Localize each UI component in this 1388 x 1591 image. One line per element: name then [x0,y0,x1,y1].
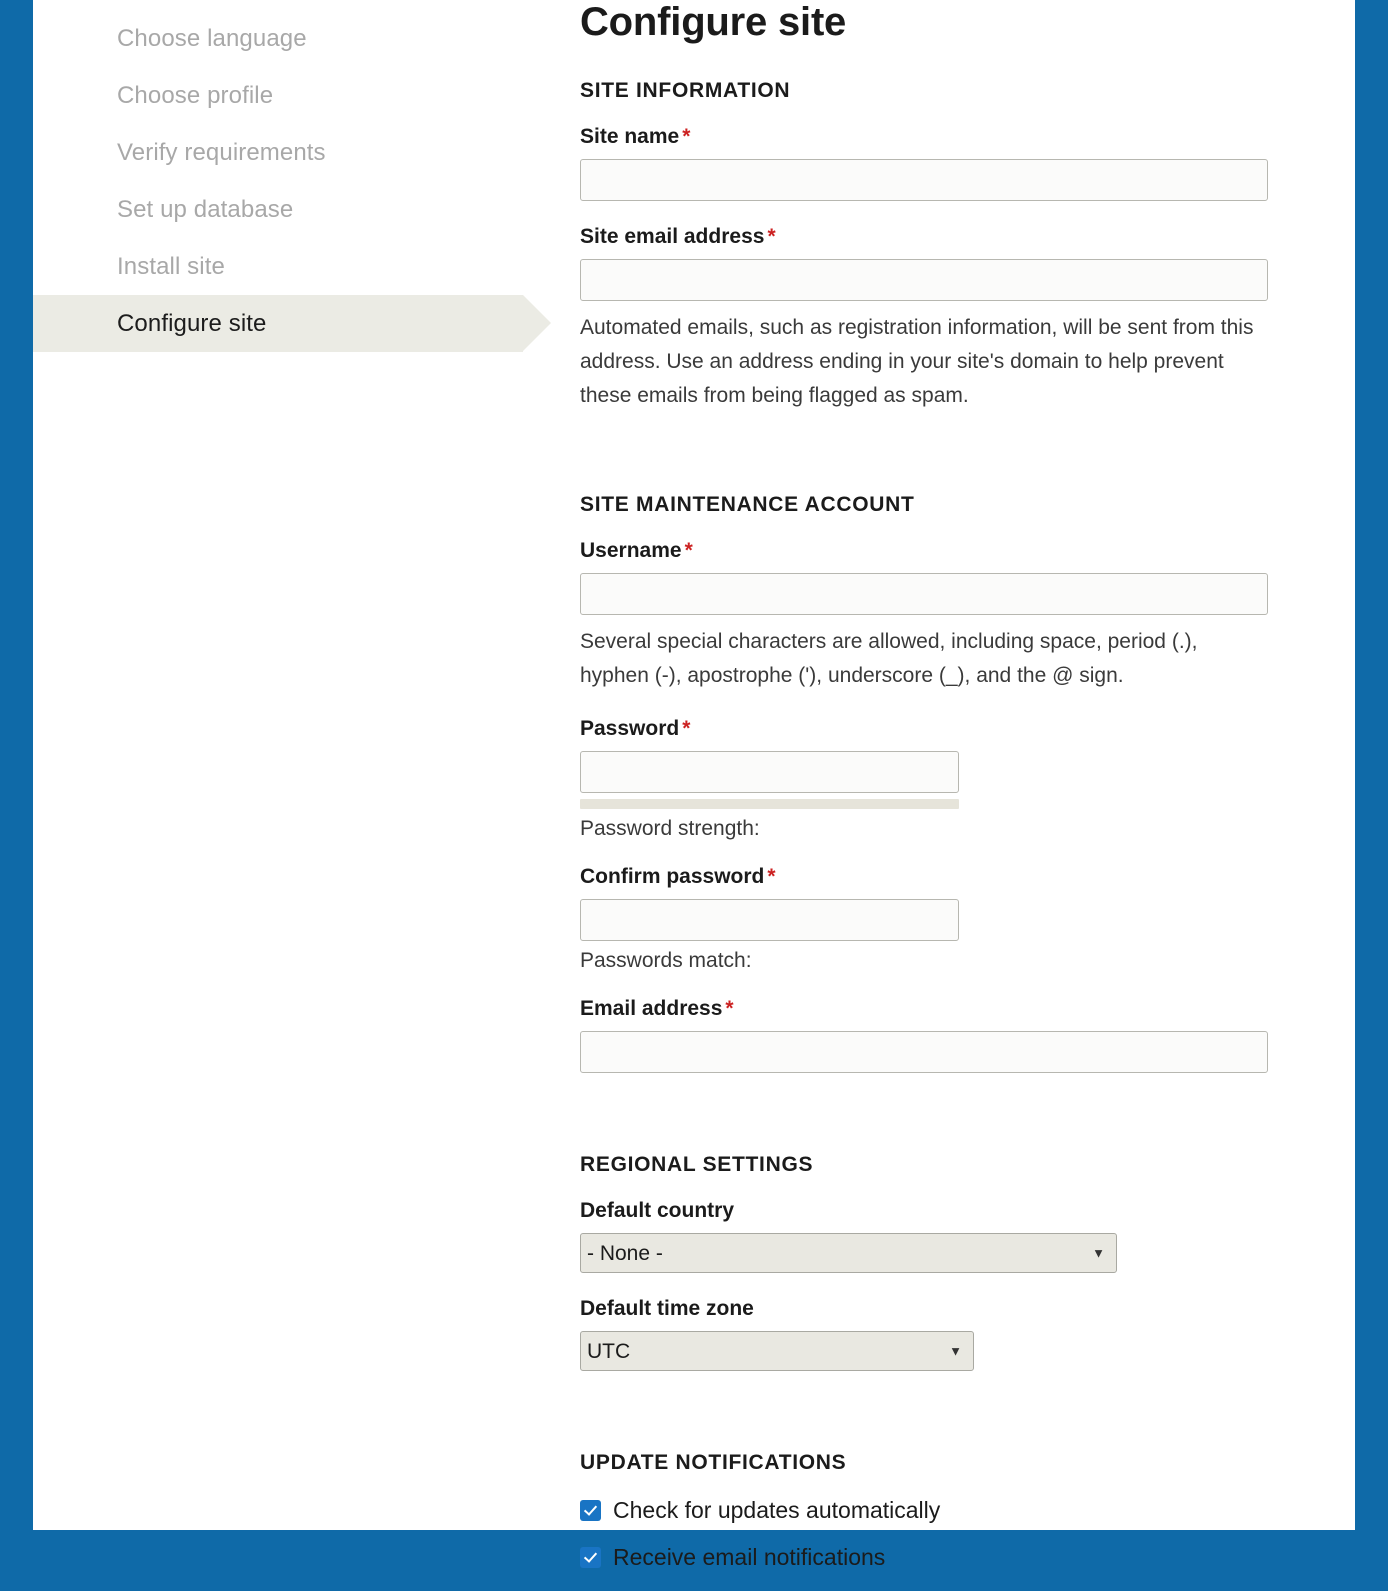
password-label [580,717,1300,741]
username-description: Several special characters are allowed, including space, period (.), hyphen (-), apostrophe ('), underscore (_), and the @ sign. [580,630,1198,687]
task-set-up-database [33,181,523,238]
username-label [580,539,1300,563]
task-label: Choose profile [117,82,274,109]
installer-task-list [33,0,523,352]
task-label: Set up database [117,196,294,223]
installer-sheet [33,0,1355,1570]
field-password [580,717,1300,841]
password-strength-meter [580,799,959,809]
field-site-name [580,125,1300,201]
check-updates-checkbox[interactable] [580,1500,601,1521]
required-indicator: * [682,125,691,148]
email-notifications-label: Receive email notifications [613,1544,886,1570]
chevron-down-icon: ▼ [949,1343,962,1359]
task-configure-site [33,295,523,352]
task-verify-requirements [33,124,523,181]
default-time-zone-select[interactable] [580,1331,974,1371]
chevron-down-icon: ▼ [1092,1245,1105,1261]
configure-site-form [580,0,1300,1591]
section-site-maintenance-account: SITE MAINTENANCE ACCOUNT [580,493,915,516]
required-indicator: * [725,997,734,1020]
field-default-time-zone [580,1297,1300,1371]
username-label-text: Username [580,539,682,562]
required-indicator: * [767,225,776,248]
email-notifications-checkbox[interactable] [580,1547,601,1568]
confirm-password-label [580,865,1300,889]
task-label: Choose language [117,25,307,52]
required-indicator: * [684,539,693,562]
default-time-zone-select-wrap [580,1331,974,1371]
email-address-input[interactable] [580,1031,1268,1073]
section-update-notifications: UPDATE NOTIFICATIONS [580,1451,847,1474]
password-label-text: Password [580,717,680,740]
spacer [580,437,1300,493]
section-regional-settings: REGIONAL SETTINGS [580,1153,814,1176]
page-title: Configure site [580,0,847,44]
required-indicator: * [767,865,776,888]
task-label: Configure site [117,310,267,337]
spacer [580,1097,1300,1153]
task-install-site [33,238,523,295]
field-confirm-password [580,865,1300,973]
task-label: Verify requirements [117,139,326,166]
site-email-label-text: Site email address [580,225,765,248]
field-site-email [580,225,1300,413]
field-username [580,539,1300,693]
required-indicator: * [682,717,691,740]
field-email-address [580,997,1300,1073]
confirm-password-label-text: Confirm password [580,865,765,888]
checkbox-row-check-updates[interactable] [580,1497,1300,1524]
password-strength-text: Password strength: [580,817,760,840]
spacer [580,1395,1300,1451]
task-choose-language [33,10,523,67]
site-email-description: Automated emails, such as registration information, will be sent from this address. Use an address ending in your site's domain to help prevent these emails from being flagged as spam. [580,316,1254,407]
email-address-label [580,997,1300,1021]
site-name-label-text: Site name [580,125,680,148]
email-address-label-text: Email address [580,997,723,1020]
default-time-zone-label: Default time zone [580,1297,754,1320]
site-name-input[interactable] [580,159,1268,201]
confirm-password-input[interactable] [580,899,959,941]
checkbox-row-email-notifications[interactable] [580,1544,1300,1571]
default-country-label: Default country [580,1199,735,1222]
password-input[interactable] [580,751,959,793]
username-input[interactable] [580,573,1268,615]
task-choose-profile [33,67,523,124]
site-email-label [580,225,1300,249]
passwords-match-text: Passwords match: [580,949,752,972]
site-email-input[interactable] [580,259,1268,301]
default-country-select-wrap [580,1233,1117,1273]
task-label: Install site [117,253,225,280]
default-country-select[interactable] [580,1233,1117,1273]
field-default-country [580,1199,1300,1273]
section-site-information: SITE INFORMATION [580,79,791,102]
site-name-label [580,125,1300,149]
check-updates-label: Check for updates automatically [613,1497,941,1523]
installer-inner [33,0,1355,1570]
